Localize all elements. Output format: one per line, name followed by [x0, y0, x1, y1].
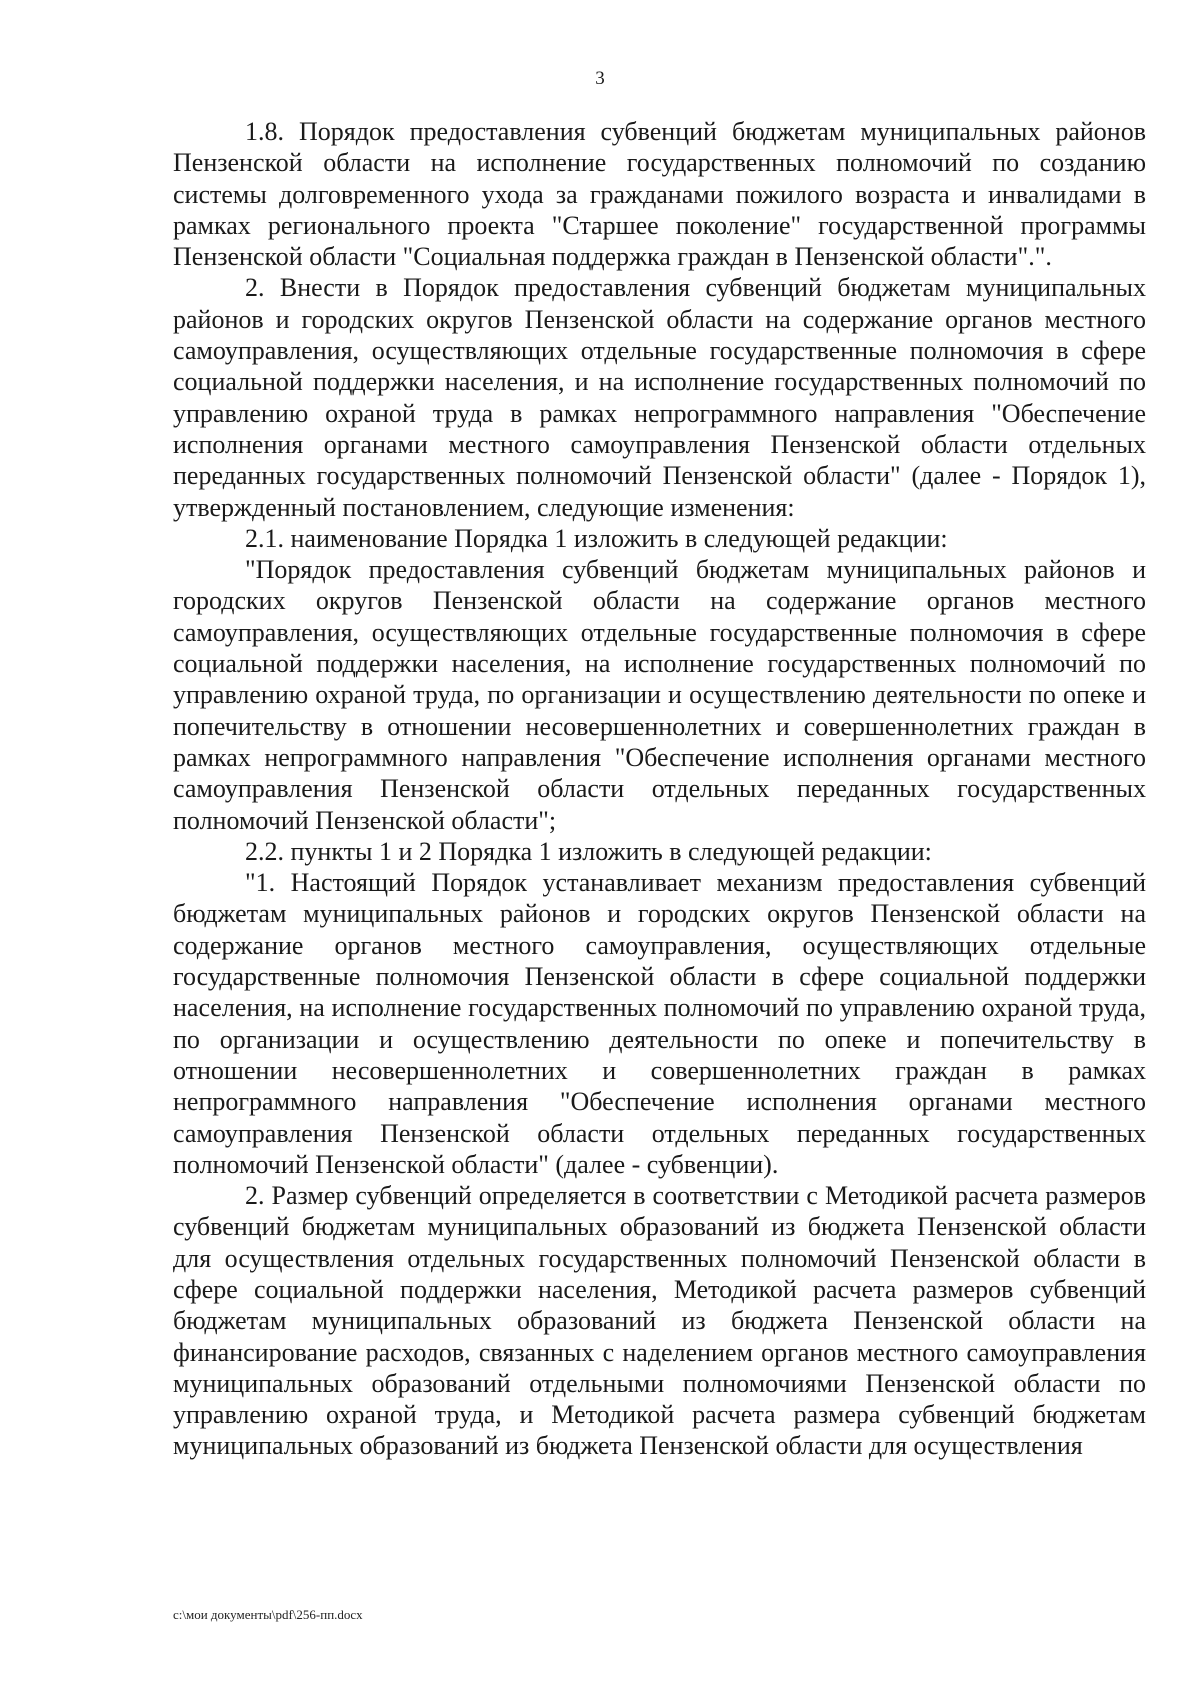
page-number: 3 [595, 68, 605, 89]
paragraph-1-8: 1.8. Порядок предоставления субвенций бюджетам муниципальных районов Пензенской области на исполнение государственных полномочий по созданию системы долговременного ухода за гражданами пожилого возраста и инвалидами в рамках регионального проекта "Старшее поколение" государственной программы Пензенской области "Социальная поддержка граждан в Пензенской области".". [173, 117, 1146, 272]
paragraph-2-1: 2.1. наименование Порядка 1 изложить в следующей редакции: [245, 523, 948, 553]
paragraph-2-1-quote: "Порядок предоставления субвенций бюджетам муниципальных районов и городских округов Пензенской области на содержание органов местного самоуправления, осуществляющих отдельные государственные полномочия в сфере социальной поддержки населения, на исполнение государственных полномочий по управлению охраной труда, по организации и осуществлению деятельности по опеке и попечительству в отношении несовершеннолетних и совершеннолетних граждан в рамках непрограммного направления "Обеспечение исполнения органами местного самоуправления Пензенской области отдельных переданных государственных полномочий Пензенской области"; [173, 555, 1146, 835]
paragraph-2-2: 2.2. пункты 1 и 2 Порядка 1 изложить в следующей редакции: [245, 836, 932, 866]
paragraph-2: 2. Внести в Порядок предоставления субвенций бюджетам муниципальных районов и городских округов Пензенской области на содержание органов местного самоуправления, осуществляющих отдельные государственные полномочия в сфере социальной поддержки населения, и на исполнение государственных полномочий по управлению охраной труда в рамках непрограммного направления "Обеспечение исполнения органами местного самоуправления Пензенской области отдельных переданных государственных полномочий Пензенской области" (далее - Порядок 1), утвержденный постановлением, следующие изменения: [173, 273, 1146, 522]
paragraph-2-2-item-2: 2. Размер субвенций определяется в соответствии с Методикой расчета размеров субвенций бюджетам муниципальных образований из бюджета Пензенской области для осуществления отдельных государственных полномочий Пензенской области в сфере социальной поддержки населения, Методикой расчета размеров субвенций бюджетам муниципальных образований из бюджета Пензенской области на финансирование расходов, связанных с наделением органов местного самоуправления муниципальных образований отдельными полномочиями Пензенской области по управлению охраной труда, и Методикой расчета размера субвенций бюджетам муниципальных образований из бюджета Пензенской области для осуществления [173, 1181, 1146, 1461]
paragraph-2-2-item-1: "1. Настоящий Порядок устанавливает механизм предоставления субвенций бюджетам муниципальных районов и городских округов Пензенской области на содержание органов местного самоуправления, осуществляющих отдельные государственные полномочия Пензенской области в сфере социальной поддержки населения, на исполнение государственных полномочий по управлению охраной труда, по организации и осуществлению деятельности по опеке и попечительству в отношении несовершеннолетних и совершеннолетних граждан в рамках непрограммного направления "Обеспечение исполнения органами местного самоуправления Пензенской области отдельных переданных государственных полномочий Пензенской области" (далее - субвенции). [173, 868, 1146, 1179]
document-body [173, 116, 1146, 1462]
footer-file-path: c:\мои документы\pdf\256-пп.docx [173, 1607, 363, 1622]
